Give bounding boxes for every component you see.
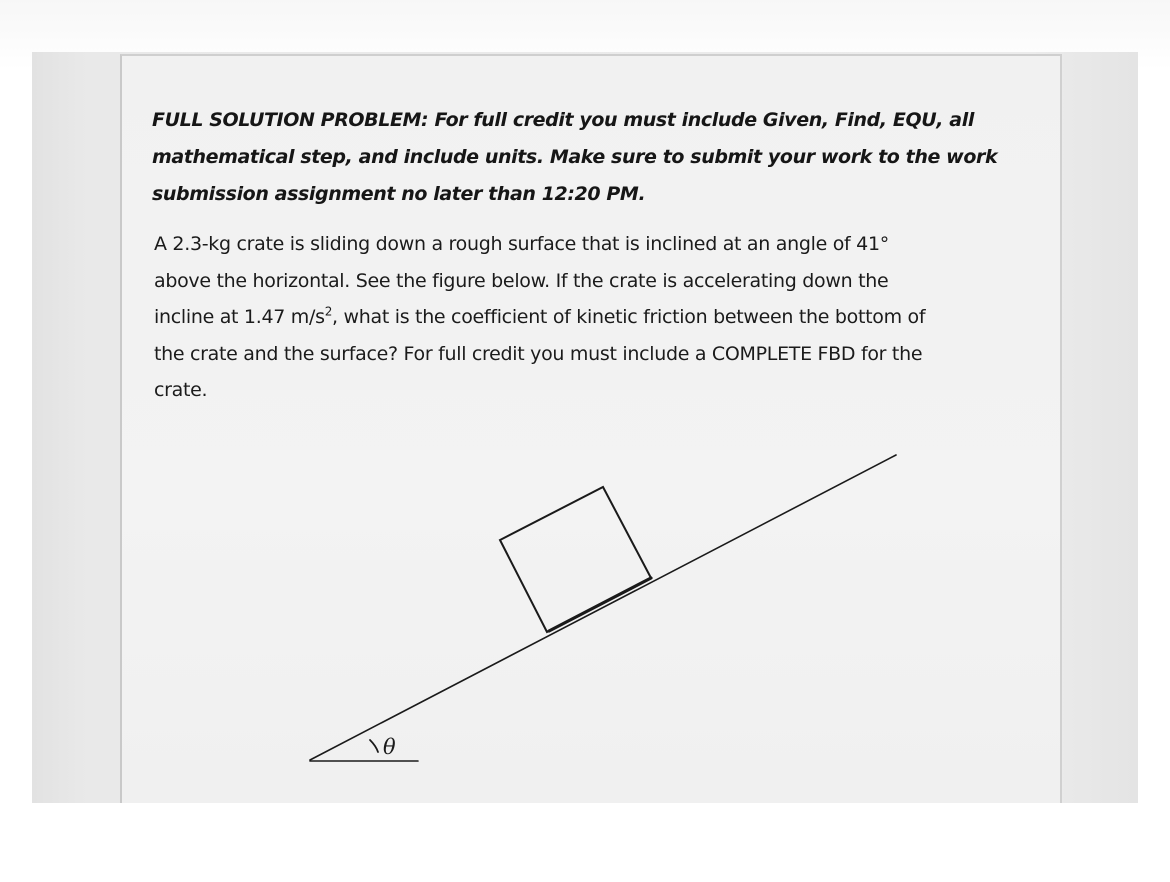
angle-label: θ <box>383 735 396 759</box>
problem-line: A 2.3-kg crate is sliding down a rough surface that is inclined at an angle of 41° <box>154 233 889 255</box>
acceleration-text: incline at 1.47 m/s <box>154 306 325 328</box>
crate-box <box>500 487 651 632</box>
problem-line-rest: , what is the coefficient of kinetic friction between the bottom of <box>332 306 926 328</box>
problem-line: crate. <box>154 379 208 401</box>
instructions-line: FULL SOLUTION PROBLEM: For full credit you must include Given, Find, EQU, all <box>152 109 974 131</box>
instructions-line: submission assignment no later than 12:20 PM. <box>152 183 646 205</box>
acceleration-exponent: 2 <box>324 304 333 319</box>
crate-contact-edge <box>549 578 651 631</box>
incline-surface <box>310 455 896 760</box>
problem-line: above the horizontal. See the figure below. If the crate is accelerating down the <box>154 269 889 292</box>
angle-arc <box>370 740 378 752</box>
problem-line: the crate and the surface? For full credit you must include a COMPLETE FBD for the <box>154 342 923 365</box>
instructions-line: mathematical step, and include units. Make sure to submit your work to the work <box>152 146 998 168</box>
